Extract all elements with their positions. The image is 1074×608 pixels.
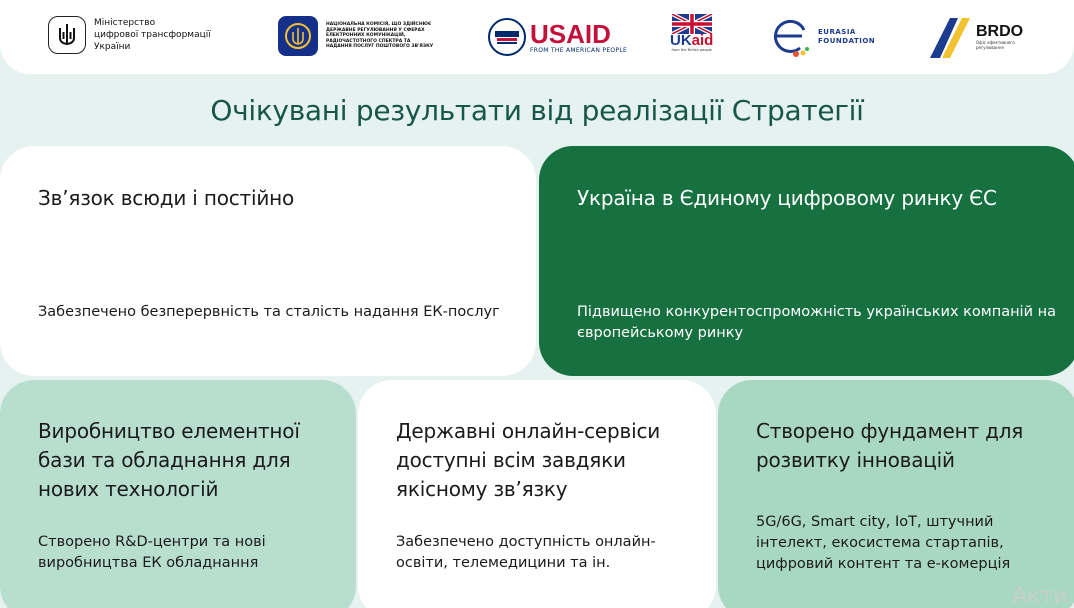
page-title: Очікувані результати від реалізації Стратегії — [210, 94, 864, 127]
card-title: Зв’язок всюди і постійно — [38, 186, 295, 210]
ukaid-tagline: from the British people — [671, 48, 712, 52]
brdo-tagline: Офіс ефективного регулювання — [976, 40, 1015, 50]
card-description: Забезпечено безперервність та сталість надання ЕК-послуг — [38, 304, 500, 320]
card-title: Державні онлайн-сервіси доступні всім завдяки якісному зв’язку — [396, 419, 661, 501]
ministry-name-line3: України — [94, 42, 131, 52]
card-title: Створено фундамент для розвитку інновацій — [756, 419, 1024, 472]
usaid-tagline: FROM THE AMERICAN PEOPLE — [530, 46, 628, 54]
result-card-innovation — [718, 380, 1074, 608]
card-title: Виробництво елементної бази та обладнання для нових технологій — [38, 419, 300, 501]
brdo-name: BRDO — [976, 23, 1024, 40]
ministry-name-line2: цифрової трансформації — [94, 30, 211, 40]
nkrzi-seal-icon — [278, 16, 318, 56]
usaid-seal-icon — [488, 18, 526, 56]
usaid-logo — [488, 18, 627, 56]
eurasia-e-icon — [770, 16, 810, 58]
activation-watermark: Акти — [1012, 584, 1068, 608]
card-title: Україна в Єдиному цифровому ринку ЄС — [577, 186, 997, 210]
ukaid-uk: UK — [670, 32, 692, 49]
result-card-production — [0, 380, 356, 608]
ukaid-logo — [670, 14, 713, 52]
logo-bar — [0, 0, 1074, 74]
eurasia-line1: EURASIA — [818, 28, 856, 36]
eurasia-line2: FOUNDATION — [818, 37, 876, 45]
brdo-logo — [928, 14, 1023, 60]
result-card-eu-digital-market — [539, 146, 1074, 376]
result-card-online-services — [358, 380, 716, 608]
card-description: Забезпечено доступність онлайн-освіти, телемедицини та ін. — [396, 534, 656, 571]
ukaid-aid: aid — [691, 32, 714, 49]
union-jack-icon — [672, 14, 712, 34]
ministry-name-line1: Міністерство — [94, 18, 156, 28]
card-description: Підвищено конкурентоспроможність українських компаній на європейському ринку — [577, 304, 1056, 341]
card-description: Створено R&D-центри та нові виробництва ЕК обладнання — [38, 534, 266, 571]
nkrzi-name: НАЦІОНАЛЬНА КОМІСІЯ, ЩО ЗДІЙСНЮЄ ДЕРЖАВНЕ РЕГУЛЮВАННЯ У СФЕРАХ ЕЛЕКТРОННИХ КОМУНІКАЦІЙ, РАДІОЧАСТОТНОГО СПЕКТРА ТА НАДАННЯ ПОСЛУГ ПОШТОВОГО ЗВ'ЯЗКУ — [326, 22, 434, 50]
nkrzi-logo — [278, 16, 436, 56]
usaid-name: USAID — [530, 18, 611, 49]
trident-icon — [48, 16, 86, 54]
eurasia-logo — [770, 16, 875, 58]
brdo-mark-icon — [928, 14, 974, 60]
ministry-logo — [48, 16, 211, 54]
card-description: 5G/6G, Smart city, IoT, штучний інтелект, екосистема стартапів, цифровий контент та е-комерція — [756, 514, 1011, 572]
result-card-connectivity — [0, 146, 536, 376]
